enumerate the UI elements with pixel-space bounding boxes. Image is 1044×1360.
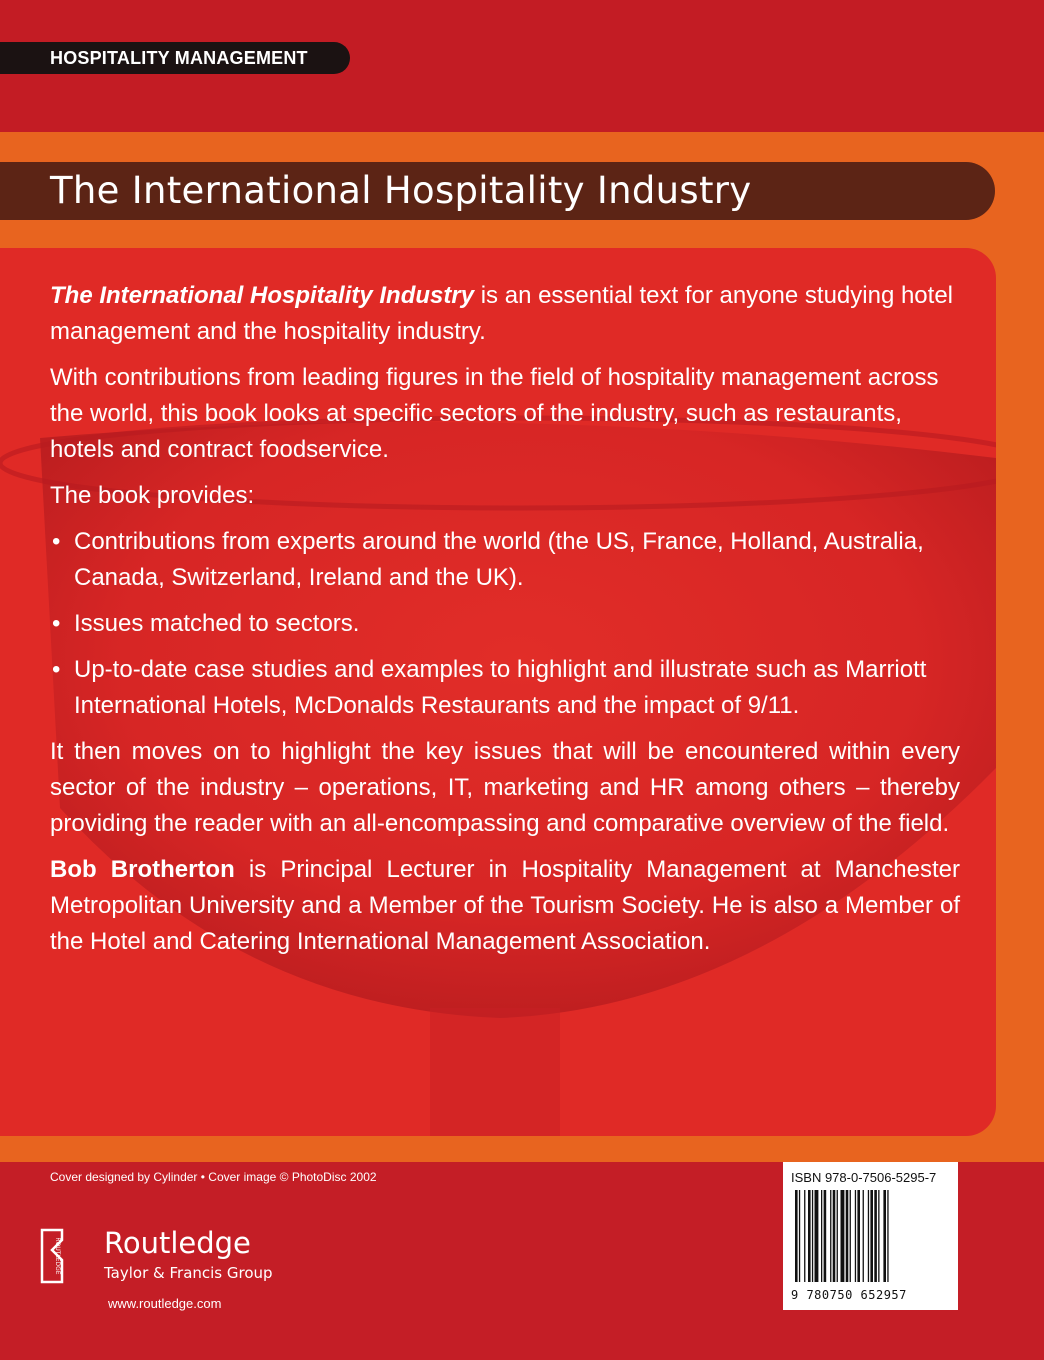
barcode-bar xyxy=(850,1190,851,1282)
barcode-bar xyxy=(855,1190,856,1282)
barcode-digits: 9 780750 652957 xyxy=(791,1288,907,1302)
provides-heading: The book provides: xyxy=(50,482,255,509)
barcode-bar xyxy=(821,1190,822,1282)
barcode-bar xyxy=(799,1190,800,1282)
intro-paragraph xyxy=(50,278,960,350)
barcode-bar xyxy=(833,1190,836,1282)
barcode-bar xyxy=(857,1190,860,1282)
features-list xyxy=(50,524,960,724)
bullet-icon: • xyxy=(52,528,61,555)
logo-mark-text: ROUTLEDGE xyxy=(54,1237,61,1275)
barcode-bar xyxy=(841,1190,845,1282)
barcode-bar xyxy=(812,1190,813,1282)
barcode-bar xyxy=(883,1190,886,1282)
list-item: • Contributions from experts around the world (the US, France, Holland, Australia, Canada, Switzerland, Ireland and the UK). xyxy=(50,524,960,596)
barcode-bar xyxy=(795,1190,798,1282)
intro-title: The International Hospitality Industry xyxy=(50,282,475,309)
publisher-group: Taylor & Francis Group xyxy=(104,1264,273,1282)
publisher-name: Routledge xyxy=(104,1226,251,1260)
barcode-bar xyxy=(837,1190,838,1282)
barcode-bar xyxy=(846,1190,849,1282)
routledge-logo-icon xyxy=(38,1226,68,1286)
contributions-paragraph: With contributions from leading figures in the field of hospitality management across the world, this book looks at specific sectors of the industry, such as restaurants, hotels and contract foodservice. xyxy=(50,364,939,463)
barcode-bar xyxy=(824,1190,827,1282)
barcode-bar xyxy=(887,1190,888,1282)
barcode-bar xyxy=(874,1190,877,1282)
barcode-icon xyxy=(791,1190,951,1286)
author-paragraph xyxy=(50,852,960,960)
barcode-panel xyxy=(783,1162,958,1310)
barcode-bar xyxy=(815,1190,819,1282)
publisher-website[interactable]: www.routledge.com xyxy=(108,1296,222,1311)
intro-rest: is an essential text for anyone studying hotel management and the hospitality industry. xyxy=(50,282,954,345)
bullet-icon: • xyxy=(52,610,61,637)
barcode-bar xyxy=(878,1190,879,1282)
issues-paragraph: It then moves on to highlight the key issues that will be encountered within every sector of the industry – operations, IT, marketing and HR among others – thereby providing the reader with an all-encompassing and comparative overview of the field. xyxy=(50,738,960,837)
barcode-bar xyxy=(870,1190,873,1282)
author-name: Bob Brotherton xyxy=(50,856,235,883)
barcode-bar xyxy=(804,1190,805,1282)
barcode-bar xyxy=(808,1190,811,1282)
isbn-label: ISBN 978-0-7506-5295-7 xyxy=(791,1170,937,1185)
series-label: HOSPITALITY MANAGEMENT xyxy=(0,42,350,74)
barcode-bar xyxy=(868,1190,869,1282)
barcode-bar xyxy=(830,1190,831,1282)
barcode-bar xyxy=(863,1190,864,1282)
author-bio: is Principal Lecturer in Hospitality Management at Manchester Metropolitan University and a Member of the Tourism Society. He is also a Member of the Hotel and Catering International Management Association. xyxy=(50,856,960,955)
description-text xyxy=(50,278,960,970)
list-item: • Issues matched to sectors. xyxy=(50,606,960,642)
bullet-icon: • xyxy=(52,656,61,683)
list-item: • Up-to-date case studies and examples to highlight and illustrate such as Marriott International Hotels, McDonalds Restaurants and the impact of 9/11. xyxy=(50,652,960,724)
cover-credit: Cover designed by Cylinder • Cover image © PhotoDisc 2002 xyxy=(50,1170,377,1184)
book-title: The International Hospitality Industry xyxy=(50,169,752,212)
